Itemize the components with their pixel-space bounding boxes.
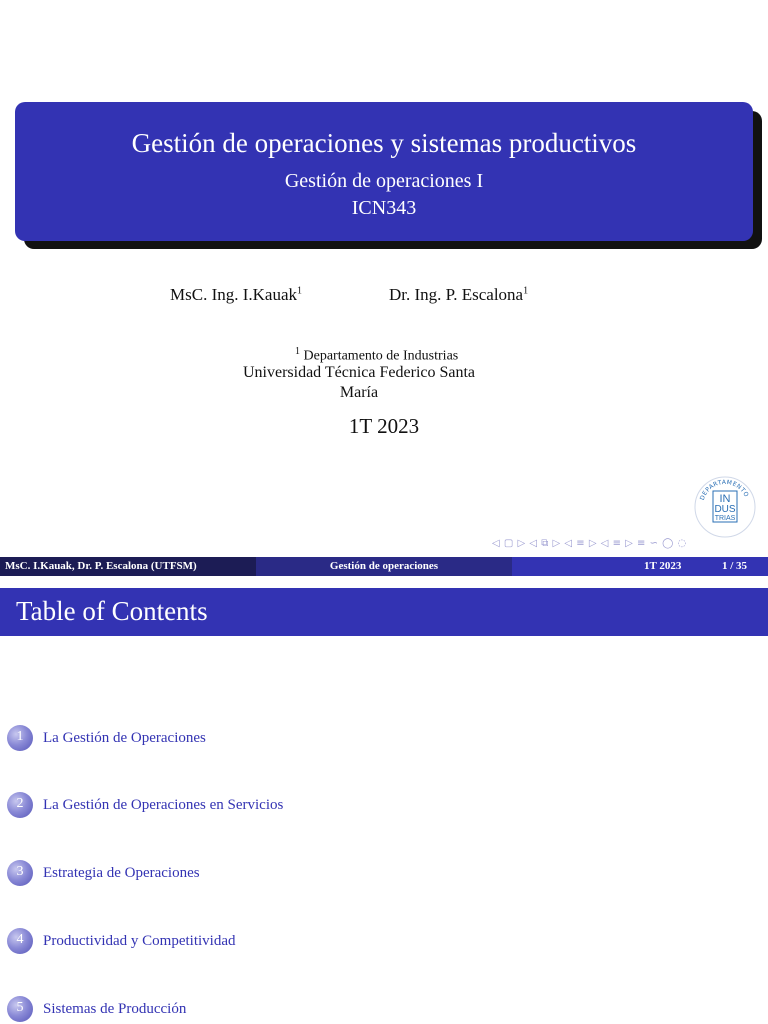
presentation-date: 1T 2023 bbox=[348, 414, 420, 438]
footer-title: Gestión de operaciones bbox=[256, 557, 512, 576]
institute: $^1$ Departamento de Industrias bbox=[295, 346, 459, 364]
university-line-2: María bbox=[339, 384, 379, 401]
toc-number-ball: 1 bbox=[7, 725, 33, 751]
slide-footer bbox=[0, 557, 768, 576]
toc-number-ball: 4 bbox=[7, 928, 33, 954]
author-2: Dr. Ing. P. Escalona$^1$ bbox=[389, 285, 529, 304]
presentation-title: Gestión de operaciones y sistemas productivos bbox=[131, 128, 637, 158]
author-1: MsC. Ing. I.Kauak$^1$ bbox=[170, 285, 303, 304]
toc-item-4[interactable] bbox=[7, 929, 235, 953]
footer-authors: MsC. I.Kauak, Dr. P. Escalona (UTFSM) bbox=[0, 557, 256, 576]
toc-item-1[interactable] bbox=[7, 726, 206, 750]
toc-item-2[interactable] bbox=[7, 793, 283, 817]
university-line-1: Universidad Técnica Federico Santa bbox=[242, 364, 476, 381]
course-code: ICN343 bbox=[351, 197, 417, 219]
logo-line-3: TRIAS bbox=[714, 515, 736, 522]
logo-line-1: IN bbox=[719, 493, 731, 505]
footer-right bbox=[512, 557, 768, 576]
toc-item-label[interactable]: Productividad y Competitividad bbox=[43, 932, 236, 949]
logo-line-2: DUS bbox=[714, 504, 736, 515]
toc-number-ball: 2 bbox=[7, 792, 33, 818]
presentation-subtitle: Gestión de operaciones I bbox=[284, 170, 484, 192]
logo-top-text: DEPARTAMENTO bbox=[698, 478, 750, 502]
toc-item-label[interactable]: La Gestión de Operaciones en Servicios bbox=[43, 796, 284, 813]
footer-date: 1T 2023 bbox=[644, 560, 682, 572]
toc-item-3[interactable] bbox=[7, 861, 200, 885]
title-box bbox=[15, 102, 753, 241]
toc-heading: Table of Contents bbox=[16, 596, 208, 626]
beamer-navigation-symbols[interactable]: ◁ ▢ ▷ ◁ ⧉ ▷ ◁ ≡ ▷ ◁ ≡ ▷ ≡ ∽ ◯ ◌ bbox=[492, 538, 687, 549]
toc-item-5[interactable] bbox=[7, 997, 186, 1021]
toc-item-label[interactable]: Estrategia de Operaciones bbox=[43, 864, 200, 881]
toc-slide bbox=[0, 576, 768, 1024]
toc-number-ball: 5 bbox=[7, 996, 33, 1022]
toc-item-label[interactable]: Sistemas de Producción bbox=[43, 1000, 187, 1017]
toc-number-ball: 3 bbox=[7, 860, 33, 886]
toc-item-label[interactable]: La Gestión de Operaciones bbox=[43, 729, 206, 746]
department-logo bbox=[694, 476, 756, 538]
toc-header-bar bbox=[0, 588, 768, 636]
footer-page-number: 1 / 35 bbox=[722, 560, 748, 572]
